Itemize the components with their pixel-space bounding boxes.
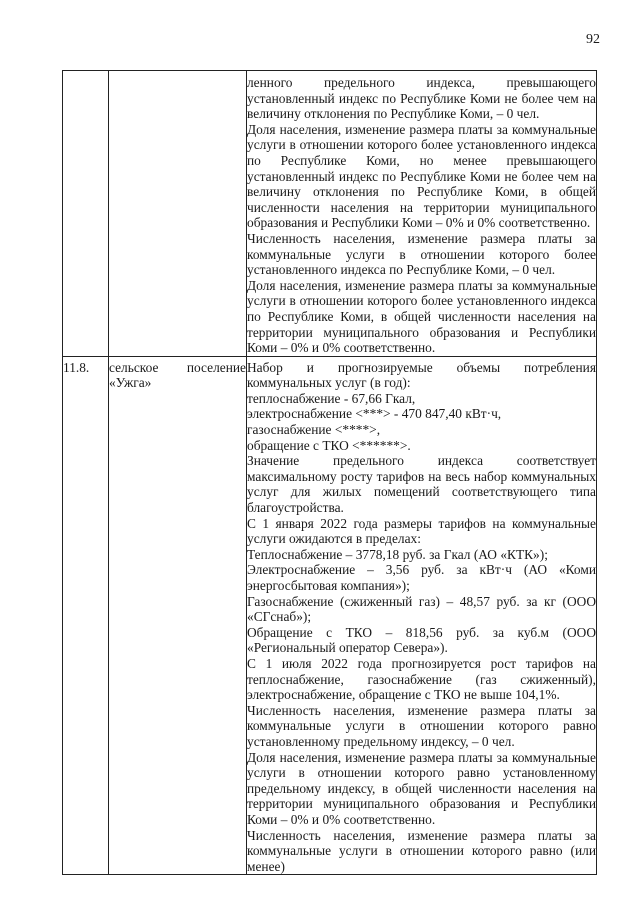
- paragraph: Доля населения, изменение размера платы за коммунальные услуги в отношении которого более установленного индекса по Республике Коми, но менее превышающего установленный индекс по Республике Коми не более чем на величину отклонения по Республике Коми, в общей численности населения на территории муниципального образования и Республики Коми – 0% и 0% соответственно.: [247, 121, 596, 231]
- table-row: [63, 356, 597, 875]
- paragraph: ленного предельного индекса, превышающего установленный индекс по Республике Коми не более чем на величину отклонения по Республике Коми, – 0 чел.: [247, 75, 596, 122]
- paragraph: Электроснабжение – 3,56 руб. за кВт·ч (АО «Коми энергосбытовая компания»);: [247, 562, 596, 593]
- table-row: [63, 71, 597, 357]
- paragraph: электроснабжение <***> - 470 847,40 кВт·ч,: [247, 406, 502, 422]
- paragraph: Доля населения, изменение размера платы за коммунальные услуги в отношении которого более установленного индекса по Республике Коми, в общей численности населения на территории муниципального образования и Республики Коми – 0% и 0% соответственно.: [247, 277, 596, 356]
- paragraph: Газоснабжение (сжиженный газ) – 48,57 руб. за кг (ООО «СГснаб»);: [247, 593, 596, 625]
- paragraph: газоснабжение <****>,: [247, 422, 381, 438]
- row-number-cell: [63, 71, 109, 357]
- paragraph: Доля населения, изменение размера платы за коммунальные услуги в отношении которого равно установленному предельному индексу, в общей численности населения на территории муниципального образования и Республики Коми – 0% и 0% соответственно.: [247, 749, 596, 827]
- paragraph: обращение с ТКО <******>.: [247, 437, 411, 453]
- description-cell: [247, 356, 597, 875]
- paragraph: Обращение с ТКО – 818,56 руб. за куб.м (ООО «Региональный оператор Севера»).: [247, 624, 596, 656]
- row-number-cell: 11.8.: [63, 356, 109, 875]
- page-number: 92: [586, 32, 600, 47]
- settlement-name-cell: [109, 71, 247, 357]
- paragraph: С 1 июля 2022 года прогнозируется рост тарифов на теплоснабжение, газоснабжение (газ сжиженный), электроснабжение, обращение с ТКО не выше 104,1%.: [247, 655, 596, 703]
- paragraph: Численность населения, изменение размера платы за коммунальные услуги в отношении которого более установленного индекса по Республике Коми, – 0 чел.: [247, 230, 596, 278]
- settlement-name-cell: [109, 356, 247, 875]
- paragraph: Значение предельного индекса соответствует максимальному росту тарифов на весь набор коммунальных услуг для жилых помещений соответствующего типа благоустройства.: [247, 453, 596, 516]
- tariff-table: [62, 70, 597, 875]
- settlement-name: «Ужга»: [109, 375, 152, 391]
- description-cell: [247, 71, 597, 357]
- paragraph: Теплоснабжение – 3778,18 руб. за Гкал (АО «КТК»);: [247, 546, 548, 562]
- paragraph: Численность населения, изменение размера платы за коммунальные услуги в отношении которого равно установленному предельному индексу, – 0 чел.: [247, 702, 596, 749]
- paragraph: Набор и прогнозируемые объемы потребления коммунальных услуг (в год):: [247, 359, 596, 391]
- settlement-type-word: поселение: [186, 359, 246, 375]
- paragraph: С 1 января 2022 года размеры тарифов на коммунальные услуги ожидаются в пределах:: [247, 515, 596, 547]
- settlement-type-word: сельское: [109, 359, 159, 375]
- paragraph: теплоснабжение - 67,66 Гкал,: [247, 390, 416, 406]
- paragraph: Численность населения, изменение размера платы за коммунальные услуги в отношении которого равно (или менее): [247, 827, 596, 874]
